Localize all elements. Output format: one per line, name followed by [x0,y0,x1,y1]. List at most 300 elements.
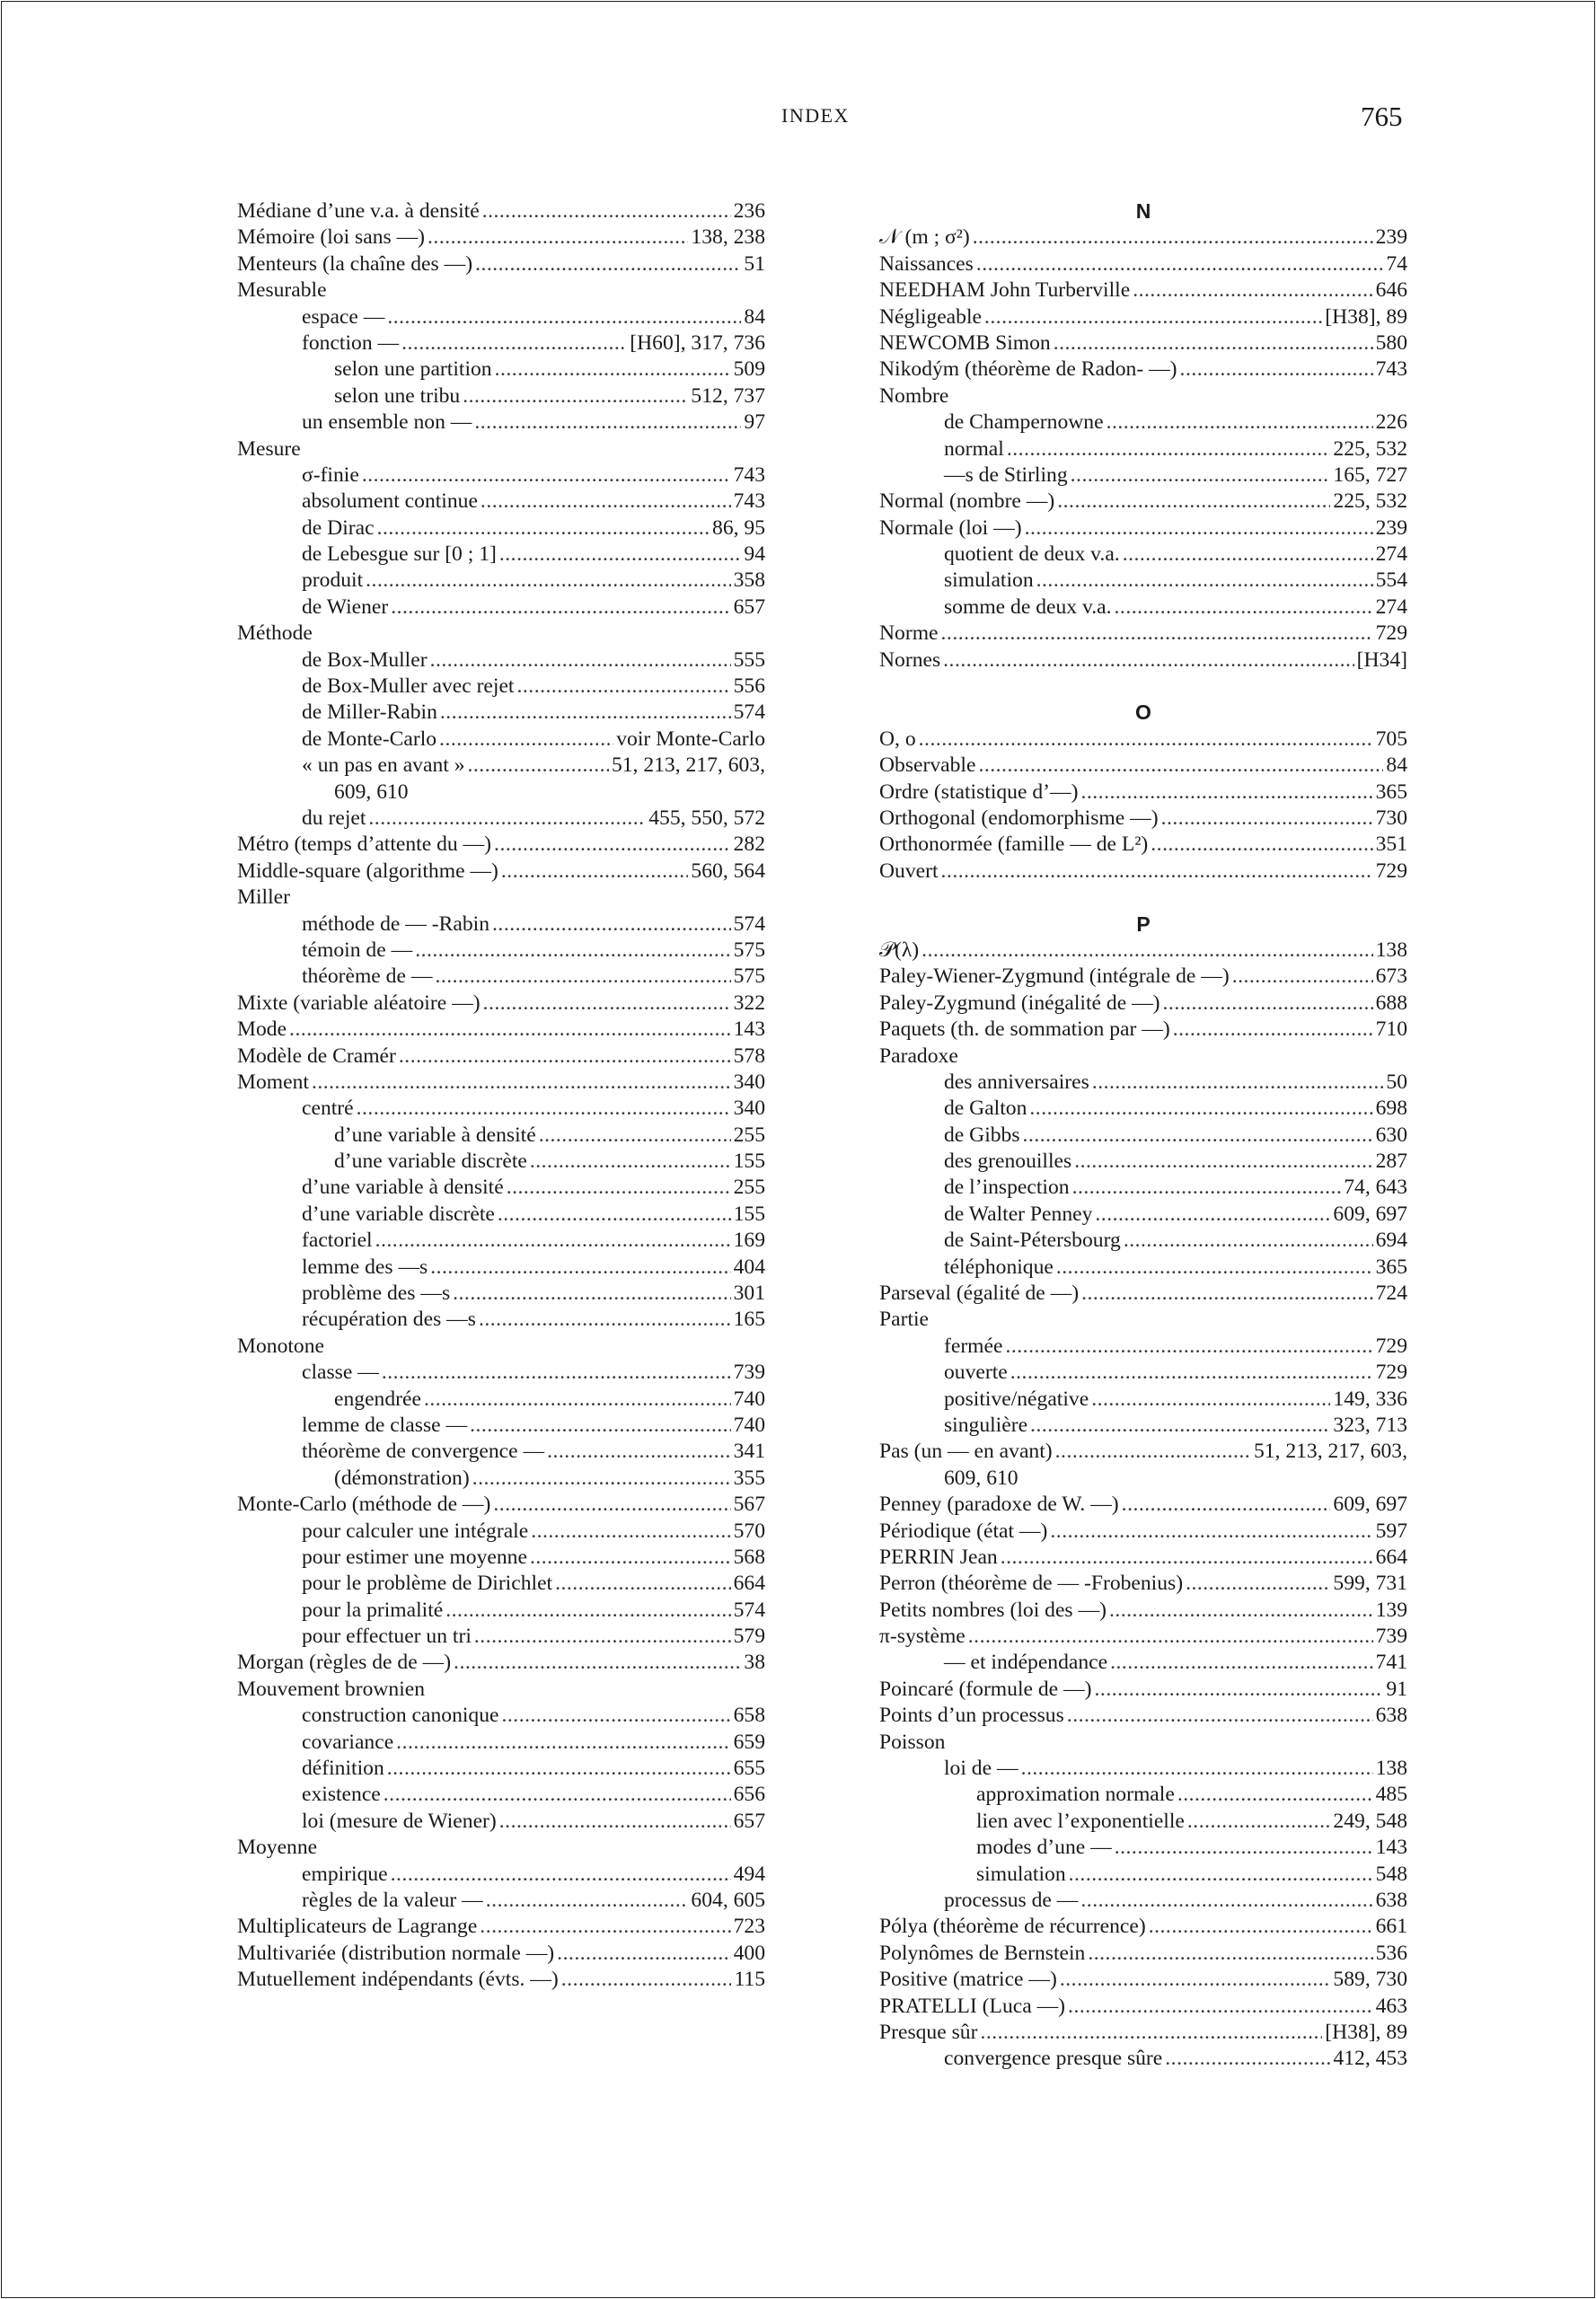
index-entry [879,1307,1407,1333]
index-entry [879,1782,1407,1808]
dot-leader [1165,2046,1330,2072]
entry-pages: voir Monte-Carlo [616,727,765,751]
dot-leader [1067,1703,1373,1729]
index-entry [237,1439,765,1465]
dot-leader [387,304,741,330]
index-entry [879,1123,1407,1149]
entry-term: de Wiener [302,595,389,619]
index-entry [879,1967,1407,1993]
index-entry [237,621,765,647]
dot-leader [1088,1941,1372,1967]
index-entry [879,832,1407,858]
entry-pages: 139 [1375,1598,1407,1622]
entry-pages: 255 [733,1123,765,1147]
entry-pages: 723 [733,1915,765,1939]
entry-pages: 226 [1375,410,1407,435]
entry-term: du rejet [302,806,366,830]
index-entry [237,489,765,515]
index-entry [879,1571,1407,1597]
dot-leader [1095,1202,1330,1228]
entry-term: lemme des —s [302,1255,428,1279]
entry-pages: 740 [733,1413,765,1437]
dot-leader [1057,489,1330,515]
entry-pages: 554 [1375,568,1407,593]
entry-pages: 50 [1386,1070,1407,1094]
entry-term: processus de — [944,1889,1079,1912]
entry-term: de Galton [944,1097,1027,1121]
entry-term: Mesurable [237,278,327,303]
index-entry [879,647,1407,674]
entry-pages: 661 [1375,1915,1407,1939]
dot-leader [289,1017,731,1043]
index-entry [879,1334,1407,1360]
dot-leader [1124,1228,1373,1254]
dot-leader [1161,806,1373,832]
entry-pages: 301 [733,1282,765,1306]
section-gap [879,674,1407,700]
dot-leader [396,1730,730,1756]
entry-pages: 143 [1375,1836,1407,1860]
entry-pages: 155 [733,1202,765,1226]
entry-term: selon une tribu [334,383,461,408]
dot-leader [481,489,731,515]
entry-pages: 570 [733,1519,765,1543]
entry-pages: 659 [733,1730,765,1754]
index-entry [237,1175,765,1201]
entry-pages: 688 [1375,991,1407,1015]
entry-pages: 729 [1375,859,1407,883]
dot-leader [479,1307,731,1333]
entry-pages: 597 [1375,1519,1407,1543]
entry-term: PRATELLI (Luca —) [879,1994,1066,2018]
entry-term: convergence presque sûre [944,2047,1163,2071]
entry-term: Positive (matrice —) [879,1968,1057,1992]
entry-term: pour le problème de Dirichlet [302,1572,553,1596]
entry-term: pour estimer une moyenne [302,1545,527,1569]
dot-leader [494,832,731,858]
dot-leader [1080,780,1372,806]
entry-term: Nornes [879,647,941,672]
entry-term: d’une variable à densité [302,1176,504,1200]
index-entry [879,1994,1407,2020]
index-entry [879,357,1407,383]
dot-leader [1050,1519,1372,1545]
entry-pages: 365 [1375,780,1407,804]
entry-pages: 225, 532 [1333,436,1407,461]
index-entry [237,727,765,753]
entry-term: Petits nombres (loi des —) [879,1598,1107,1622]
index-entry [237,753,765,779]
entry-term: empirique [302,1862,388,1886]
index-entry [879,1650,1407,1676]
dot-leader [368,806,646,832]
entry-term: Parseval (égalité de —) [879,1282,1080,1306]
index-entry [237,1096,765,1122]
entry-pages: 149, 336 [1333,1387,1407,1411]
dot-leader [415,938,730,964]
entry-pages: [H34] [1356,647,1407,672]
entry-term: pour effectuer un tri [302,1625,472,1649]
entry-pages: 729 [1375,1334,1407,1358]
dot-leader [470,1413,731,1439]
entry-term: Poisson [879,1730,946,1754]
entry-term: Mesure [237,436,301,461]
index-entry [879,225,1407,251]
dot-leader [530,1545,731,1571]
entry-pages: 455, 550, 572 [648,806,765,830]
dot-leader [1036,568,1373,594]
dot-leader [375,1228,731,1254]
entry-pages: 165, 727 [1333,462,1407,487]
entry-term: définition [302,1757,384,1781]
entry-term: NEWCOMB Simon [879,330,1051,355]
entry-pages: 589, 730 [1333,1968,1407,1992]
entry-term: loi (mesure de Wiener) [302,1809,497,1833]
index-entry [879,1149,1407,1175]
entry-term: théorème de convergence — [302,1440,545,1464]
entry-pages: 74 [1386,251,1407,276]
entry-term: Périodique (état —) [879,1519,1048,1543]
index-entry [237,1756,765,1782]
entry-term: positive/négative [944,1387,1089,1411]
entry-term: Médiane d’une v.a. à densité [237,199,480,223]
entry-pages: 404 [733,1255,765,1279]
entry-pages: 155 [733,1150,765,1174]
dot-leader [1123,542,1373,568]
entry-pages: 51, 213, 217, 603, [611,753,765,778]
entry-term: π-système [879,1625,966,1649]
entry-pages: 730 [1375,806,1407,830]
dot-leader [1151,832,1372,858]
dot-leader [919,727,1373,753]
index-entry [237,1307,765,1333]
entry-term: de Monte-Carlo [302,727,437,751]
dot-leader [1163,991,1373,1017]
dot-leader [468,753,609,779]
entry-term: Middle-square (algorithme —) [237,859,498,883]
dot-leader [539,1123,731,1149]
dot-leader [495,357,731,383]
dot-leader [943,647,1354,674]
dot-leader [1072,1175,1342,1201]
entry-term: Mode [237,1017,287,1042]
entry-pages: 743 [733,489,765,514]
entry-term: Pólya (théorème de récurrence) [879,1915,1146,1939]
dot-leader [557,1941,730,1967]
index-entry [237,1070,765,1096]
index-entry [237,277,765,304]
entry-pages: 729 [1375,1361,1407,1385]
entry-pages: 355 [733,1466,765,1490]
entry-pages: 494 [733,1862,765,1886]
dot-leader [1055,1439,1251,1465]
index-entry [237,1387,765,1413]
index-entry [237,1413,765,1439]
entry-pages: 609, 697 [1333,1202,1407,1226]
entry-term: Moyenne [237,1836,318,1860]
entry-term: lien avec l’exponentielle [976,1809,1185,1833]
entry-term: 609, 610 [944,1466,1018,1490]
entry-term: témoin de — [302,938,413,962]
entry-term: absolument continue [302,489,478,514]
entry-term: des anniversaires [944,1070,1089,1094]
dot-leader [502,1703,731,1729]
entry-pages: 743 [1375,357,1407,382]
entry-pages: 249, 548 [1333,1809,1407,1833]
index-entry [879,595,1407,621]
dot-leader [968,1624,1373,1650]
index-entry [237,462,765,489]
dot-leader [1115,1835,1373,1861]
entry-term: 609, 610 [334,780,409,804]
dot-leader [424,1387,731,1413]
index-entry [237,1360,765,1386]
entry-term: d’une variable discrète [302,1202,495,1226]
entry-pages: 739 [1375,1625,1407,1649]
entry-pages: 741 [1375,1651,1407,1675]
entry-pages: 574 [733,1598,765,1622]
dot-leader [1080,1888,1372,1914]
entry-term: somme de deux v.a. [944,595,1112,619]
index-entry [237,780,765,806]
entry-term: fonction — [302,330,400,355]
dot-leader [1007,436,1331,462]
index-entry [237,647,765,674]
entry-term: —s de Stirling [944,462,1068,487]
index-entry [879,489,1407,515]
entry-term: — et indépendance [944,1651,1108,1675]
entry-pages: 341 [733,1440,765,1464]
index-entry [879,1492,1407,1518]
entry-pages: 91 [1386,1677,1407,1701]
dot-leader [561,1967,732,1993]
entry-pages: 555 [733,647,765,672]
index-entry [879,859,1407,885]
dot-leader [428,225,688,251]
entry-term: Nikodým (théorème de Radon- —) [879,357,1177,382]
entry-term: Observable [879,753,976,778]
index-entry [879,1255,1407,1281]
entry-pages: 282 [733,832,765,857]
entry-term: existence [302,1783,381,1807]
index-entry [879,2020,1407,2046]
entry-term: « un pas en avant » [302,753,465,778]
index-entry [879,1360,1407,1386]
index-entry [879,780,1407,806]
index-entry [879,1017,1407,1043]
letter-heading: O [1135,700,1151,725]
dot-leader [384,1782,731,1808]
dot-leader [1110,1650,1372,1676]
index-entry [237,1650,765,1676]
index-entry [879,753,1407,779]
index-entry [879,1756,1407,1782]
entry-term: σ-finie [302,462,359,487]
dot-leader [463,383,688,410]
entry-term: quotient de deux v.a. [944,542,1120,567]
entry-term: Points d’un processus [879,1704,1064,1728]
entry-pages: 724 [1375,1282,1407,1306]
entry-pages: 169 [733,1229,765,1253]
entry-pages: 568 [733,1545,765,1569]
entry-term: de Walter Penney [944,1202,1093,1226]
dot-leader [493,1492,730,1518]
index-entry [879,330,1407,357]
dot-leader [1071,462,1331,489]
index-entry [237,542,765,568]
entry-pages: 578 [733,1044,765,1068]
entry-term: méthode de — -Rabin [302,912,490,936]
dot-leader [1122,1492,1331,1518]
entry-term: factoriel [302,1229,373,1253]
entry-term: Multivariée (distribution normale —) [237,1941,555,1965]
index-entry [879,1545,1407,1571]
index-entry [237,700,765,726]
index-entry [879,1677,1407,1703]
entry-pages: 740 [733,1387,765,1411]
dot-leader [1001,1545,1373,1571]
entry-pages: 94 [744,542,765,567]
entry-pages: 630 [1375,1123,1407,1147]
index-entry [237,330,765,357]
entry-term: NEEDHAM John Turberville [879,278,1131,303]
entry-term: Polynômes de Bernstein [879,1941,1086,1965]
index-entry [237,832,765,858]
entry-pages: 485 [1375,1783,1407,1807]
dot-leader [1068,1994,1373,2020]
dot-leader [1187,1809,1331,1835]
dot-leader [391,1862,731,1888]
index-entry [879,515,1407,542]
dot-leader [973,225,1373,251]
dot-leader [472,1466,731,1492]
entry-term: Moment [237,1070,309,1094]
entry-pages: 51, 213, 217, 603, [1253,1440,1407,1464]
dot-leader [362,462,731,489]
dot-leader [474,1624,731,1650]
entry-pages: 51 [744,251,765,276]
dot-leader [474,410,741,436]
entry-term: Perron (théorème de — -Frobenius) [879,1572,1184,1596]
index-entry [879,1809,1407,1835]
entry-pages: 657 [733,595,765,619]
index-entry [237,1466,765,1492]
entry-pages: 412, 453 [1333,2047,1407,2071]
index-entry [237,1255,765,1281]
dot-leader [1092,1070,1384,1096]
index-entry [237,1202,765,1228]
section-gap [879,885,1407,911]
index-entry [237,859,765,885]
index-entry [237,1730,765,1756]
dot-leader [1180,357,1373,383]
dot-leader [941,621,1373,647]
entry-term: construction canonique [302,1704,499,1728]
dot-leader [499,542,742,568]
entry-pages: 143 [733,1017,765,1042]
entry-pages: 604, 605 [691,1889,765,1912]
dot-leader [1005,1334,1372,1360]
entry-pages: 255 [733,1176,765,1200]
entry-pages: 579 [733,1625,765,1649]
dot-leader [531,1519,730,1545]
entry-pages: 664 [1375,1545,1407,1569]
index-entry [237,568,765,594]
dot-leader [941,859,1373,885]
index-entry [879,1835,1407,1861]
entry-term: Monotone [237,1334,324,1358]
dot-leader [1177,1782,1373,1808]
entry-term: selon une partition [334,357,492,382]
dot-leader [1025,515,1373,542]
entry-term: fermée [944,1334,1003,1358]
index-entry [879,1466,1407,1492]
entry-pages: 710 [1375,1017,1407,1042]
index-entry [879,1862,1407,1888]
entry-term: PERRIN Jean [879,1545,998,1569]
entry-pages: 575 [733,938,765,962]
entry-pages: 323, 713 [1333,1413,1407,1437]
dot-leader [547,1439,731,1465]
entry-pages: 574 [733,912,765,936]
index-entry [879,806,1407,832]
entry-pages: 512, 737 [691,383,765,408]
entry-pages: 599, 731 [1333,1572,1407,1596]
entry-term: Nombre [879,383,949,408]
index-entry [237,1967,765,1993]
entry-term: pour la primalité [302,1598,444,1622]
entry-term: Mixte (variable aléatoire —) [237,991,481,1015]
entry-term: Miller [237,885,290,910]
letter-heading: N [1135,199,1151,223]
entry-term: de Champernowne [944,410,1104,435]
index-entry [237,225,765,251]
index-entry [237,1149,765,1175]
entry-pages: 609, 697 [1333,1493,1407,1517]
entry-term: Orthonormée (famille — de L²) [879,832,1149,857]
dot-leader [454,1650,741,1676]
dot-leader [366,568,730,594]
entry-term: simulation [976,1862,1066,1886]
entry-term: téléphonique [944,1255,1054,1279]
index-entry [879,1941,1407,1967]
index-entry [237,410,765,436]
entry-pages: 86, 95 [712,515,765,540]
entry-pages: 673 [1375,965,1407,989]
dot-leader [921,938,1372,964]
dot-leader [980,2020,1322,2046]
index-entry [237,1123,765,1149]
entry-term: récupération des —s [302,1308,476,1332]
entry-term: loi de — [944,1757,1018,1781]
dot-leader [480,1914,730,1940]
dot-leader [498,1202,731,1228]
index-entry [237,304,765,330]
index-entry [879,1175,1407,1201]
index-entry [879,542,1407,568]
index-entry [879,1598,1407,1624]
dot-leader [475,251,741,277]
entry-pages: 400 [733,1941,765,1965]
index-entry [237,1914,765,1940]
index-entry [879,436,1407,462]
entry-pages: 138 [1375,1757,1407,1781]
index-entry [879,410,1407,436]
dot-leader [1060,1967,1331,1993]
entry-term: Paley-Zygmund (inégalité de —) [879,991,1160,1015]
entry-pages: 287 [1375,1150,1407,1174]
index-entry [879,1888,1407,1914]
